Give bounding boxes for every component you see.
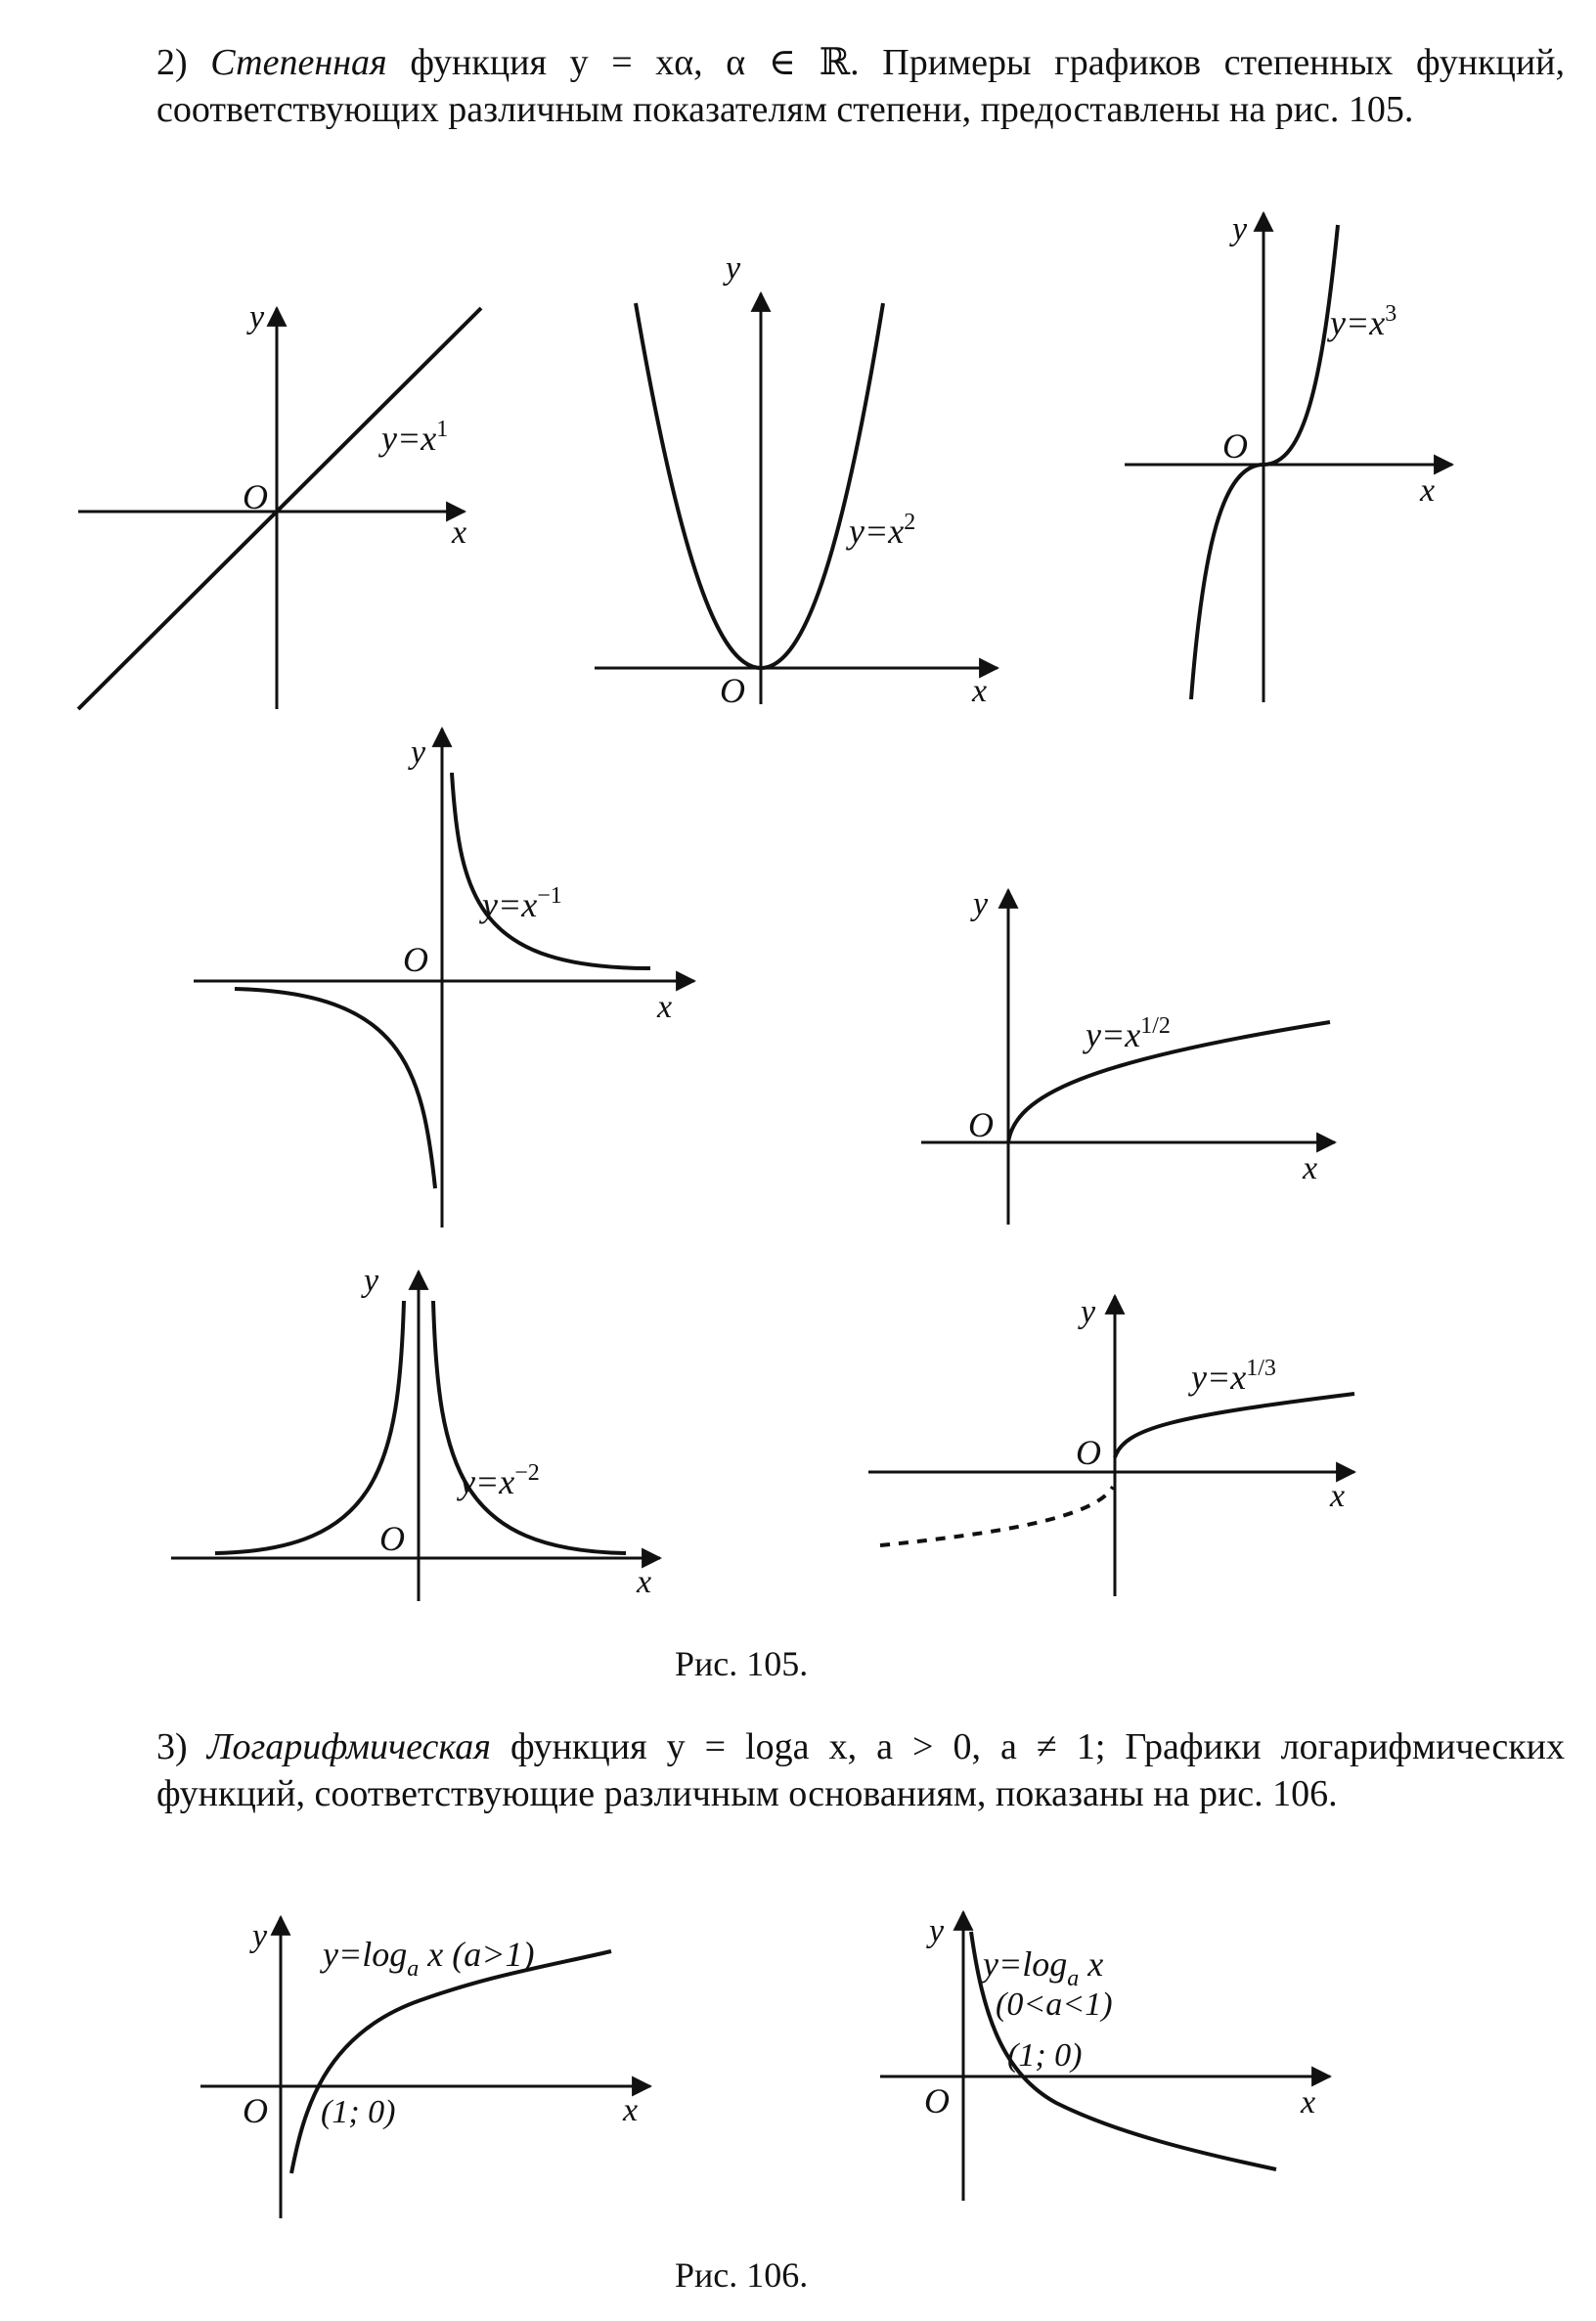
y-axis-label: y [929,1913,945,1949]
origin-label: O [243,477,268,516]
graph-log-a-gt-1 [200,1917,650,2218]
y-axis-label: y [411,735,426,771]
graph-x-third [868,1294,1354,1596]
figure-106-caption: Рис. 106. [675,2255,809,2295]
point-1-0: (1; 0) [1007,2037,1083,2074]
x-axis-label: x [1301,2084,1316,2120]
x-axis-label: x [1330,1478,1346,1514]
curve-log-increasing [291,1951,611,2173]
x-axis-label: x [1303,1150,1318,1186]
section-3-text: функция y = loga x, a > 0, a ≠ 1; Графики логарифмических функций, соответствующие различным основаниям, показаны на рис. 106. [156,1726,1565,1814]
graph-x-half [921,886,1335,1225]
section-2-term: Степенная [210,42,387,83]
y-axis-label: y [1232,211,1248,247]
graph-x1 [78,299,481,709]
point-1-0: (1; 0) [321,2094,396,2130]
y-axis-label: y [252,1918,268,1954]
curve-x-third [1115,1394,1354,1457]
figure-105-caption: Рис. 105. [675,1644,809,1683]
curve-x1 [78,308,481,709]
origin-label: O [968,1105,994,1144]
origin-label: O [379,1519,405,1558]
curve-x-1-left [235,989,435,1188]
label-x2: $y=x^2$ [849,510,916,551]
label-x-third: $y=x^{1/3}$ [1191,1356,1276,1397]
section-2-number: 2) [156,42,188,83]
y-axis-label: y [973,886,989,922]
y-axis-label: y [249,299,265,335]
label-log-a-gt-1: $y=\log_a$ x (a>1) [323,1935,535,1982]
x-axis-label: x [637,1564,652,1600]
graph-log-a-lt-1 [880,1912,1330,2201]
graph-x-2 [171,1263,660,1601]
origin-label: O [924,2081,950,2120]
y-axis-label: y [1081,1294,1096,1330]
x-axis-label: x [972,673,988,709]
curve-x-third-negative [880,1487,1113,1545]
origin-label: O [1076,1433,1101,1472]
section-2-text: функция y = xα, α ∈ ℝ. Примеры графиков степенных функций, соответствующих различным показателям степени, предоставлены на рис. 105. [156,42,1565,130]
curve-x-half [1008,1022,1330,1142]
label-log-a-lt-1: $y=\log_a$ x [983,1944,1104,1991]
label-x-half: $y=x^{1/2}$ [1086,1013,1171,1054]
label-x-1: $y=x^{-1}$ [482,883,562,924]
condition-label: (0<a<1) [996,1986,1113,2023]
label-x3: $y=x^3$ [1330,301,1397,342]
origin-label: O [1222,426,1248,466]
label-x1: $y=x^1$ [381,417,449,458]
section-3-paragraph [156,1723,1565,1817]
x-axis-label: x [452,514,467,551]
section-3-term: Логарифмическая [206,1726,491,1767]
y-axis-label: y [726,250,741,287]
x-axis-label: x [623,2092,639,2128]
origin-label: O [403,940,428,979]
x-axis-label: x [1420,472,1436,509]
origin-label: O [243,2091,268,2130]
curve-x-2-right [433,1301,626,1553]
graph-x-1 [194,729,694,1227]
curve-x-2-left [215,1301,404,1553]
x-axis-label: x [657,989,673,1025]
label-x-2: $y=x^{-2}$ [460,1460,540,1501]
graph-x2 [595,250,998,710]
graph-x3 [1125,211,1452,702]
y-axis-label: y [364,1263,379,1299]
curve-x-1-right [452,773,650,968]
origin-label: O [720,671,745,710]
section-3-number: 3) [156,1726,188,1767]
